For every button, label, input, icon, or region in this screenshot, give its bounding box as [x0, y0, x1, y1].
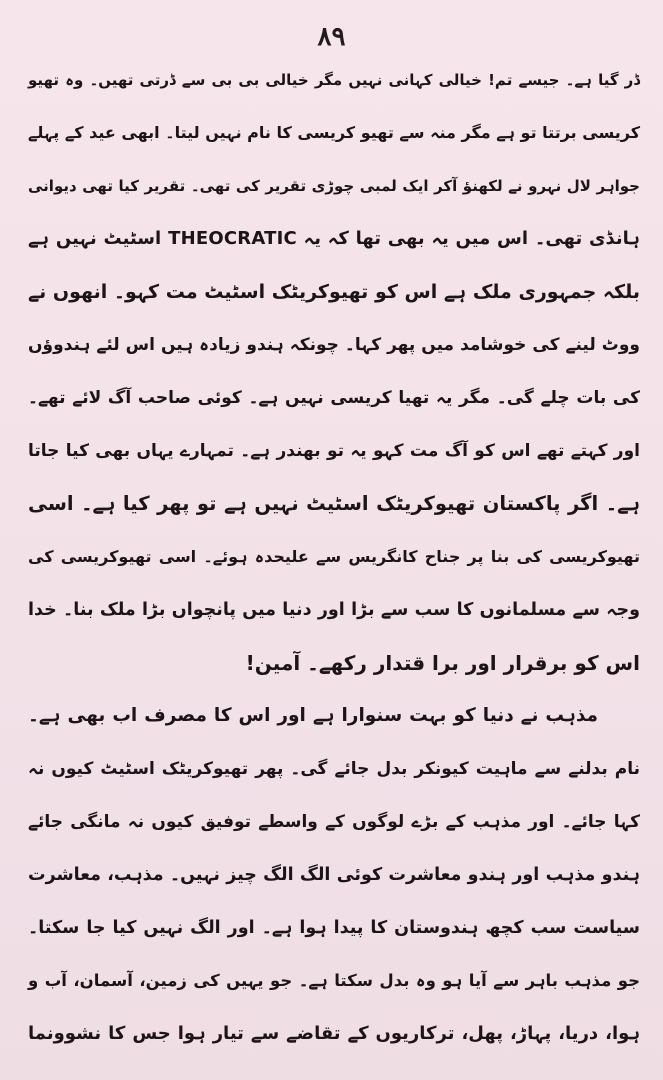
- text-line: تھیوکریسی کی بنا پر جناح کانگریس سے علیحدہ ہوئے۔ اسی تھیوکریسی کی: [28, 547, 640, 566]
- text-line: سیاست سب کچھ ہندوستان کا پیدا ہوا ہے۔ اور الگ نہیں کیا جا سکتا۔: [28, 918, 640, 938]
- text-line: ہوا، دریا، پہاڑ، پھل، ترکاریوں کے تقاضے سے تیار ہوا جس کا نشوونما: [28, 1023, 640, 1044]
- text-line: ہانڈی تھی۔ اس میں یہ بھی تھا کہ یہ THEOCRATIC اسٹیٹ نہیں ہے: [28, 228, 640, 249]
- paragraph-start-line: مذہب نے دنیا کو بہت سنوارا ہے اور اس کا مصرف اب بھی ہے۔: [28, 705, 598, 726]
- text-line: ووٹ لینے کی خوشامد میں پھر کہا۔ چونکہ ہندو زیادہ ہیں اس لئے ہندوؤں: [28, 335, 640, 355]
- text-line: جو مذہب باہر سے آیا ہو وہ بدل سکتا ہے۔ جو یہیں کی زمین، آسمان، آب و: [28, 971, 640, 990]
- text-line: اور کہتے تھے اس کو آگ مت کہو یہ تو بھندر ہے۔ تمہارے یہاں بھی کیا جاتا: [28, 441, 640, 461]
- text-line: اس کو برقرار اور برا قتدار رکھے۔ آمین!: [245, 651, 640, 675]
- text-line: ہندو مذہب اور ہندو معاشرت کوئی الگ الگ چیز نہیں۔ مذہب، معاشرت: [28, 865, 640, 885]
- text-line: ہے۔ اگر پاکستان تھیوکریٹک اسٹیٹ نہیں ہے تو پھر کیا ہے۔ اسی: [28, 492, 640, 515]
- page-text: [28, 70, 640, 1077]
- text-line: بلکہ جمہوری ملک ہے اس کو تھیوکریٹک اسٹیٹ مت کہو۔ انھوں نے: [28, 281, 640, 303]
- text-line: کہا جائے۔ اور مذہب کے بڑے لوگوں کے واسطے توفیق کیوں نہ مانگی جائے: [28, 812, 640, 832]
- text-line: کی بات چلے گی۔ مگر یہ تھیا کریسی نہیں ہے۔ کوئی صاحب آگ لائے تھے۔: [28, 388, 640, 408]
- page-number: ۸۹: [317, 22, 346, 52]
- text-line: وجہ سے مسلمانوں کا سب سے بڑا اور دنیا میں پانچواں بڑا ملک بنا۔ خدا: [28, 600, 640, 620]
- text-line: کریسی برتتا تو ہے مگر منہ سے تھیو کریسی کا نام نہیں لیتا۔ ابھی عید کے پہلے: [28, 123, 640, 142]
- text-line: ڈر گیا ہے۔ جیسے تم! خیالی کہانی نہیں مگر خیالی بی بی سے ڈرتی تھیں۔ وہ تھیو: [28, 71, 640, 89]
- text-line: جواہر لال نہرو نے لکھنؤ آکر ایک لمبی چوڑی تقریر کی تھی۔ تقریر کیا تھی دیوانی: [28, 177, 640, 195]
- text-line: نام بدلنے سے ماہیت کیونکر بدل جائے گی۔ پھر تھیوکریٹک اسٹیٹ کیوں نہ: [28, 759, 640, 779]
